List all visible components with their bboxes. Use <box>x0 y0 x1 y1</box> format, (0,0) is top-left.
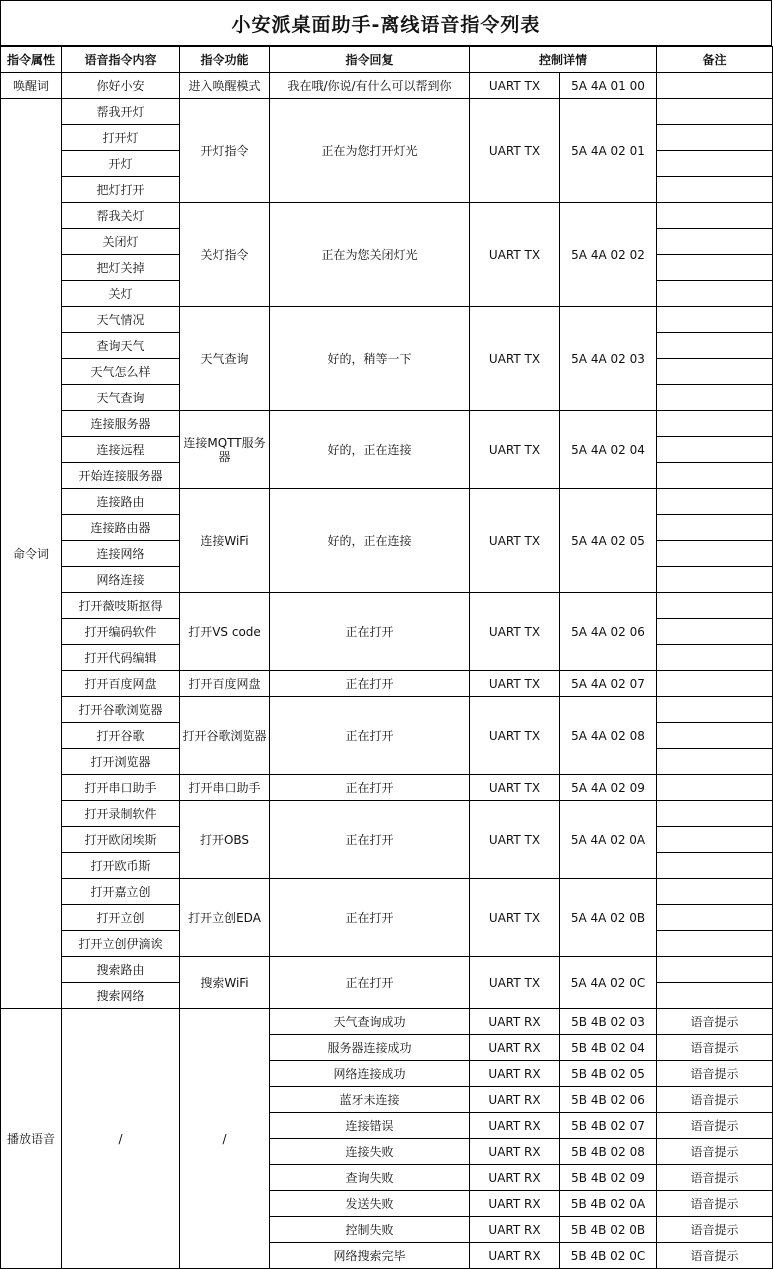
command-code: 5A 4A 02 0C <box>560 957 657 1009</box>
command-phrase: 打开立创 <box>62 905 180 931</box>
play-code: 5B 4B 02 06 <box>560 1087 657 1113</box>
header-note: 备注 <box>657 47 773 73</box>
play-reply: 控制失败 <box>270 1217 470 1243</box>
play-uart: UART RX <box>470 1243 560 1269</box>
play-note: 语音提示 <box>657 1087 773 1113</box>
command-phrase: 打开薇吱斯抠得 <box>62 593 180 619</box>
command-note <box>657 125 773 151</box>
play-row <box>1 1009 773 1035</box>
command-note <box>657 879 773 905</box>
command-phrase: 天气查询 <box>62 385 180 411</box>
command-code: 5A 4A 02 0B <box>560 879 657 957</box>
command-phrase: 打开立创伊滴诶 <box>62 931 180 957</box>
play-note: 语音提示 <box>657 1035 773 1061</box>
command-reply: 正在打开 <box>270 671 470 697</box>
header-row <box>1 47 773 73</box>
sheet-title: 小安派桌面助手-离线语音指令列表 <box>0 0 772 46</box>
play-code: 5B 4B 02 0A <box>560 1191 657 1217</box>
wake-row <box>1 73 773 99</box>
command-code: 5A 4A 02 05 <box>560 489 657 593</box>
command-note <box>657 775 773 801</box>
command-code: 5A 4A 02 06 <box>560 593 657 671</box>
command-phrase: 连接路由 <box>62 489 180 515</box>
command-reply: 正在打开 <box>270 957 470 1009</box>
command-phrase: 把灯打开 <box>62 177 180 203</box>
command-phrase: 连接网络 <box>62 541 180 567</box>
command-reply: 正在打开 <box>270 801 470 879</box>
command-phrase: 把灯关掉 <box>62 255 180 281</box>
command-phrase: 打开欧币斯 <box>62 853 180 879</box>
play-reply: 查询失败 <box>270 1165 470 1191</box>
command-func: 天气查询 <box>180 307 270 411</box>
command-row <box>1 879 773 905</box>
play-code: 5B 4B 02 0B <box>560 1217 657 1243</box>
command-phrase: 关灯 <box>62 281 180 307</box>
command-phrase: 关闭灯 <box>62 229 180 255</box>
play-uart: UART RX <box>470 1061 560 1087</box>
command-func: 打开VS code <box>180 593 270 671</box>
command-note <box>657 307 773 333</box>
play-code: 5B 4B 02 08 <box>560 1139 657 1165</box>
play-note: 语音提示 <box>657 1165 773 1191</box>
command-code: 5A 4A 02 01 <box>560 99 657 203</box>
play-code: 5B 4B 02 09 <box>560 1165 657 1191</box>
command-phrase: 打开嘉立创 <box>62 879 180 905</box>
command-phrase: 打开欧闭埃斯 <box>62 827 180 853</box>
play-reply: 发送失败 <box>270 1191 470 1217</box>
play-code: 5B 4B 02 03 <box>560 1009 657 1035</box>
command-uart: UART TX <box>470 203 560 307</box>
command-code: 5A 4A 02 09 <box>560 775 657 801</box>
command-code: 5A 4A 02 08 <box>560 697 657 775</box>
command-func: 关灯指令 <box>180 203 270 307</box>
play-uart: UART RX <box>470 1165 560 1191</box>
play-note: 语音提示 <box>657 1191 773 1217</box>
command-func: 打开立创EDA <box>180 879 270 957</box>
play-reply: 天气查询成功 <box>270 1009 470 1035</box>
command-func: 连接MQTT服务器 <box>180 411 270 489</box>
command-note <box>657 255 773 281</box>
command-func: 搜索WiFi <box>180 957 270 1009</box>
wake-code: 5A 4A 01 00 <box>560 73 657 99</box>
command-note <box>657 567 773 593</box>
command-phrase: 打开谷歌 <box>62 723 180 749</box>
command-phrase: 打开谷歌浏览器 <box>62 697 180 723</box>
command-note <box>657 281 773 307</box>
command-uart: UART TX <box>470 801 560 879</box>
command-phrase: 开灯 <box>62 151 180 177</box>
command-note <box>657 411 773 437</box>
command-func: 打开百度网盘 <box>180 671 270 697</box>
command-note <box>657 99 773 125</box>
command-note <box>657 723 773 749</box>
command-note <box>657 437 773 463</box>
command-note <box>657 385 773 411</box>
command-func: 打开串口助手 <box>180 775 270 801</box>
command-note <box>657 671 773 697</box>
command-row <box>1 671 773 697</box>
play-uart: UART RX <box>470 1139 560 1165</box>
command-row <box>1 697 773 723</box>
command-uart: UART TX <box>470 671 560 697</box>
table-body <box>1 73 773 1269</box>
play-note: 语音提示 <box>657 1061 773 1087</box>
play-code: 5B 4B 02 07 <box>560 1113 657 1139</box>
play-uart: UART RX <box>470 1113 560 1139</box>
command-reply: 正在为您关闭灯光 <box>270 203 470 307</box>
command-reply: 正在为您打开灯光 <box>270 99 470 203</box>
command-uart: UART TX <box>470 775 560 801</box>
play-reply: 蓝牙未连接 <box>270 1087 470 1113</box>
command-reply: 好的，稍等一下 <box>270 307 470 411</box>
command-note <box>657 905 773 931</box>
wake-note <box>657 73 773 99</box>
command-row <box>1 411 773 437</box>
header-reply: 指令回复 <box>270 47 470 73</box>
command-note <box>657 489 773 515</box>
command-note <box>657 697 773 723</box>
command-row <box>1 307 773 333</box>
command-row <box>1 489 773 515</box>
play-code: 5B 4B 02 05 <box>560 1061 657 1087</box>
command-func: 打开谷歌浏览器 <box>180 697 270 775</box>
play-reply: 网络搜索完毕 <box>270 1243 470 1269</box>
command-phrase: 打开百度网盘 <box>62 671 180 697</box>
command-phrase: 网络连接 <box>62 567 180 593</box>
command-phrase: 查询天气 <box>62 333 180 359</box>
command-code: 5A 4A 02 07 <box>560 671 657 697</box>
wake-reply: 我在哦/你说/有什么可以帮到你 <box>270 73 470 99</box>
command-row <box>1 99 773 125</box>
command-uart: UART TX <box>470 593 560 671</box>
command-note <box>657 593 773 619</box>
command-phrase: 帮我关灯 <box>62 203 180 229</box>
command-row <box>1 775 773 801</box>
command-func: 开灯指令 <box>180 99 270 203</box>
play-note: 语音提示 <box>657 1009 773 1035</box>
command-reply: 正在打开 <box>270 697 470 775</box>
command-note <box>657 957 773 983</box>
command-note <box>657 931 773 957</box>
header-content: 语音指令内容 <box>62 47 180 73</box>
play-reply: 服务器连接成功 <box>270 1035 470 1061</box>
command-uart: UART TX <box>470 489 560 593</box>
command-uart: UART TX <box>470 879 560 957</box>
command-attr: 命令词 <box>1 99 62 1009</box>
command-uart: UART TX <box>470 99 560 203</box>
command-table <box>0 46 773 1269</box>
command-note <box>657 619 773 645</box>
play-code: 5B 4B 02 0C <box>560 1243 657 1269</box>
command-phrase: 打开浏览器 <box>62 749 180 775</box>
header-control: 控制详情 <box>470 47 657 73</box>
play-uart: UART RX <box>470 1035 560 1061</box>
header-func: 指令功能 <box>180 47 270 73</box>
command-phrase: 打开串口助手 <box>62 775 180 801</box>
command-row <box>1 203 773 229</box>
command-note <box>657 827 773 853</box>
command-note <box>657 359 773 385</box>
play-func: / <box>180 1009 270 1269</box>
command-reply: 正在打开 <box>270 593 470 671</box>
command-note <box>657 151 773 177</box>
command-phrase: 连接远程 <box>62 437 180 463</box>
command-phrase: 天气情况 <box>62 307 180 333</box>
command-func: 打开OBS <box>180 801 270 879</box>
command-phrase: 帮我开灯 <box>62 99 180 125</box>
wake-attr: 唤醒词 <box>1 73 62 99</box>
play-uart: UART RX <box>470 1217 560 1243</box>
command-note <box>657 983 773 1009</box>
command-phrase: 打开编码软件 <box>62 619 180 645</box>
command-note <box>657 541 773 567</box>
play-attr: 播放语音 <box>1 1009 62 1269</box>
play-reply: 连接失败 <box>270 1139 470 1165</box>
command-phrase: 打开灯 <box>62 125 180 151</box>
command-code: 5A 4A 02 02 <box>560 203 657 307</box>
command-func: 连接WiFi <box>180 489 270 593</box>
command-uart: UART TX <box>470 411 560 489</box>
wake-uart: UART TX <box>470 73 560 99</box>
command-phrase: 搜索路由 <box>62 957 180 983</box>
command-note <box>657 749 773 775</box>
wake-content: 你好小安 <box>62 73 180 99</box>
command-note <box>657 853 773 879</box>
command-reply: 正在打开 <box>270 879 470 957</box>
command-uart: UART TX <box>470 307 560 411</box>
command-phrase: 连接路由器 <box>62 515 180 541</box>
command-note <box>657 229 773 255</box>
play-code: 5B 4B 02 04 <box>560 1035 657 1061</box>
command-reply: 好的，正在连接 <box>270 489 470 593</box>
command-note <box>657 463 773 489</box>
play-reply: 连接错误 <box>270 1113 470 1139</box>
command-phrase: 打开代码编辑 <box>62 645 180 671</box>
play-uart: UART RX <box>470 1009 560 1035</box>
command-reply: 正在打开 <box>270 775 470 801</box>
command-note <box>657 515 773 541</box>
command-code: 5A 4A 02 04 <box>560 411 657 489</box>
command-phrase: 搜索网络 <box>62 983 180 1009</box>
command-note <box>657 177 773 203</box>
command-code: 5A 4A 02 0A <box>560 801 657 879</box>
header-attr: 指令属性 <box>1 47 62 73</box>
command-note <box>657 333 773 359</box>
command-code: 5A 4A 02 03 <box>560 307 657 411</box>
play-note: 语音提示 <box>657 1113 773 1139</box>
command-row <box>1 801 773 827</box>
play-note: 语音提示 <box>657 1243 773 1269</box>
command-uart: UART TX <box>470 957 560 1009</box>
play-note: 语音提示 <box>657 1217 773 1243</box>
command-phrase: 开始连接服务器 <box>62 463 180 489</box>
command-note <box>657 801 773 827</box>
play-note: 语音提示 <box>657 1139 773 1165</box>
command-phrase: 天气怎么样 <box>62 359 180 385</box>
command-phrase: 连接服务器 <box>62 411 180 437</box>
command-note <box>657 203 773 229</box>
wake-func: 进入唤醒模式 <box>180 73 270 99</box>
play-uart: UART RX <box>470 1191 560 1217</box>
command-reply: 好的，正在连接 <box>270 411 470 489</box>
command-uart: UART TX <box>470 697 560 775</box>
play-uart: UART RX <box>470 1087 560 1113</box>
play-content: / <box>62 1009 180 1269</box>
command-phrase: 打开录制软件 <box>62 801 180 827</box>
command-row <box>1 593 773 619</box>
command-note <box>657 645 773 671</box>
command-row <box>1 957 773 983</box>
play-reply: 网络连接成功 <box>270 1061 470 1087</box>
